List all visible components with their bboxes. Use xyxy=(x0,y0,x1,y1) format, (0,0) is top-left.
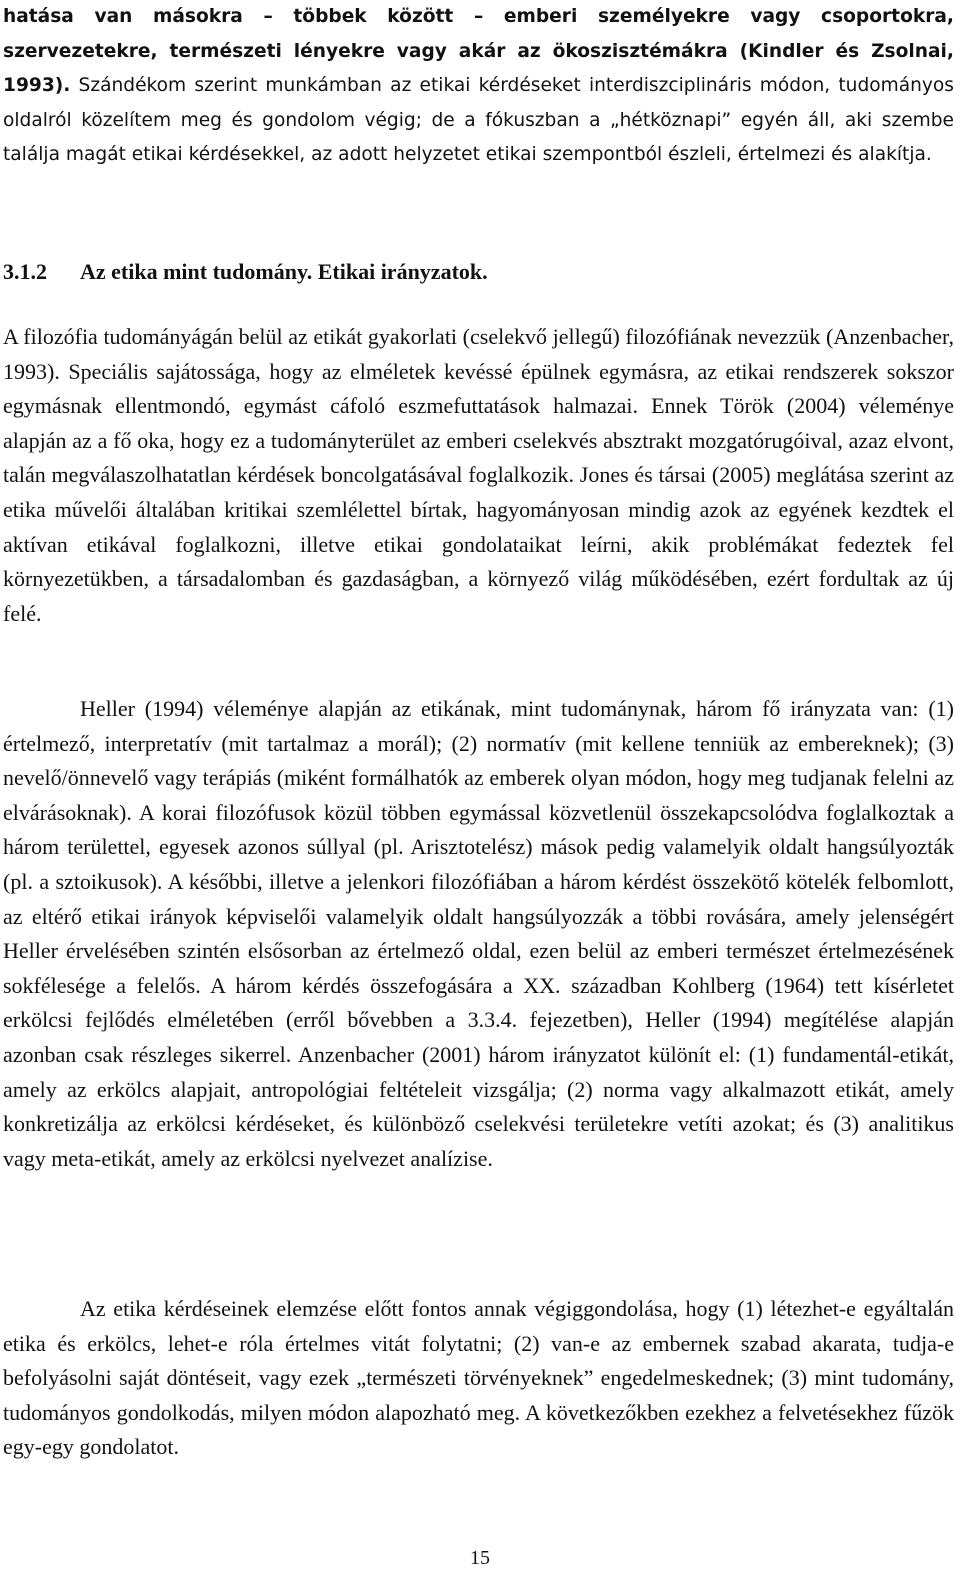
page-number: 15 xyxy=(470,1547,490,1569)
section-heading xyxy=(3,257,488,287)
document-page xyxy=(3,0,954,1460)
intro-paragraph xyxy=(3,0,954,173)
section-number: 3.1.2 xyxy=(3,259,47,284)
section-title: Az etika mint tudomány. Etikai irányzatok. xyxy=(80,259,488,284)
body-paragraph: Heller (1994) véleménye alapján az etikának, mint tudománynak, három fő irányzata van: (1) értelmező, interpretatív (mit tartalmaz a morál); (2) normatív (mit kellene tenniük az embereknek); (3) nevelő/önnevelő vagy terápiás (miként formálhatók az emberek olyan módon, hogy meg tudjanak felelni az elvárásoknak). A korai filozófusok közül többen egymással közvetlenül összekapcsolódva foglalkoztak a három területtel, egyesek azonos súllyal (pl. Arisztotelész) mások pedig valamelyik oldalt hangsúlyozták (pl. a sztoikusok). A későbbi, illetve a jelenkori filozófiában a három kérdést összekötő kötelék felbomlott, az eltérő etikai irányok képviselői valamelyik oldalt hangsúlyozzák a többi rovására, amely jelenségért Heller érvelésében szintén elsősorban az értelmező oldal, ezen belül az emberi természet értelmezésének sokfélesége a felelős. A három kérdés összefogására a XX. században Kohlberg (1964) tett kísérletet erkölcsi fejlődés elméletében (erről bővebben a 3.3.4. fejezetben), Heller (1994) megítélése alapján azonban csak részleges sikerrel. Anzenbacher (2001) három irányzatot különít el: (1) fundamentál-etikát, amely az erkölcs alapjait, antropológiai feltételeit vizsgálja; (2) norma vagy alkalmazott etikát, amely konkretizálja az erkölcsi kérdéseket, és különböző cselekvési területekre vetíti azokat; és (3) analitikus vagy meta-etikát, amely az erkölcsi nyelvezet analízise. xyxy=(3,696,954,1171)
intro-lead-text: hatása van másokra – többek között – emberi személyekre vagy csoportokra, szervezetekre, természeti lényekre vagy akár az ökoszisztémákra (Kindler és Zsolnai, 1993). xyxy=(3,6,954,97)
intro-rest-text: Szándékom szerint munkámban az etikai kérdéseket interdiszciplináris módon, tudományos oldalról közelítem meg és gondolom végig; de a fókuszban a „hétköznapi” egyén áll, aki szembe találja magát etikai kérdésekkel, az adott helyzetet etikai szempontból észleli, értelmezi és alakítja. xyxy=(3,75,954,166)
body-paragraph: A filozófia tudományágán belül az etikát gyakorlati (cselekvő jellegű) filozófiának nevezzük (Anzenbacher, 1993). Speciális sajátossága, hogy az elméletek kevéssé épülnek egymásra, az etikai rendszerek sokszor egymásnak ellentmondó, egymást cáfoló eszmefuttatások halmazai. Ennek Török (2004) véleménye alapján az a fő oka, hogy ez a tudományterület az emberi cselekvés absztrakt mozgatórugóival, azaz elvont, talán megválaszolhatatlan kérdések boncolgatásával foglalkozik. Jones és társai (2005) meglátása szerint az etika művelői általában kritikai szemlélettel bírtak, hagyományosan mindig azok az egyének kezdtek el aktívan etikával foglalkozni, illetve etikai gondolataikat leírni, akik problémákat fedeztek fel környezetükben, a társadalomban és gazdaságban, a környező világ működésében, ezért fordultak az új felé. xyxy=(3,324,954,626)
body-paragraph: Az etika kérdéseinek elemzése előtt fontos annak végiggondolása, hogy (1) létezhet-e egyáltalán etika és erkölcs, lehet-e róla értelmes vitát folytatni; (2) van-e az embernek szabad akarata, tudja-e befolyásolni saját döntéseit, vagy ezek „természeti törvényeknek” engedelmeskednek; (3) mint tudomány, tudományos gondolkodás, milyen módon alapozható meg. A következőkben ezekhez a felvetésekhez fűzök egy-egy gondolatot. xyxy=(3,1296,954,1460)
